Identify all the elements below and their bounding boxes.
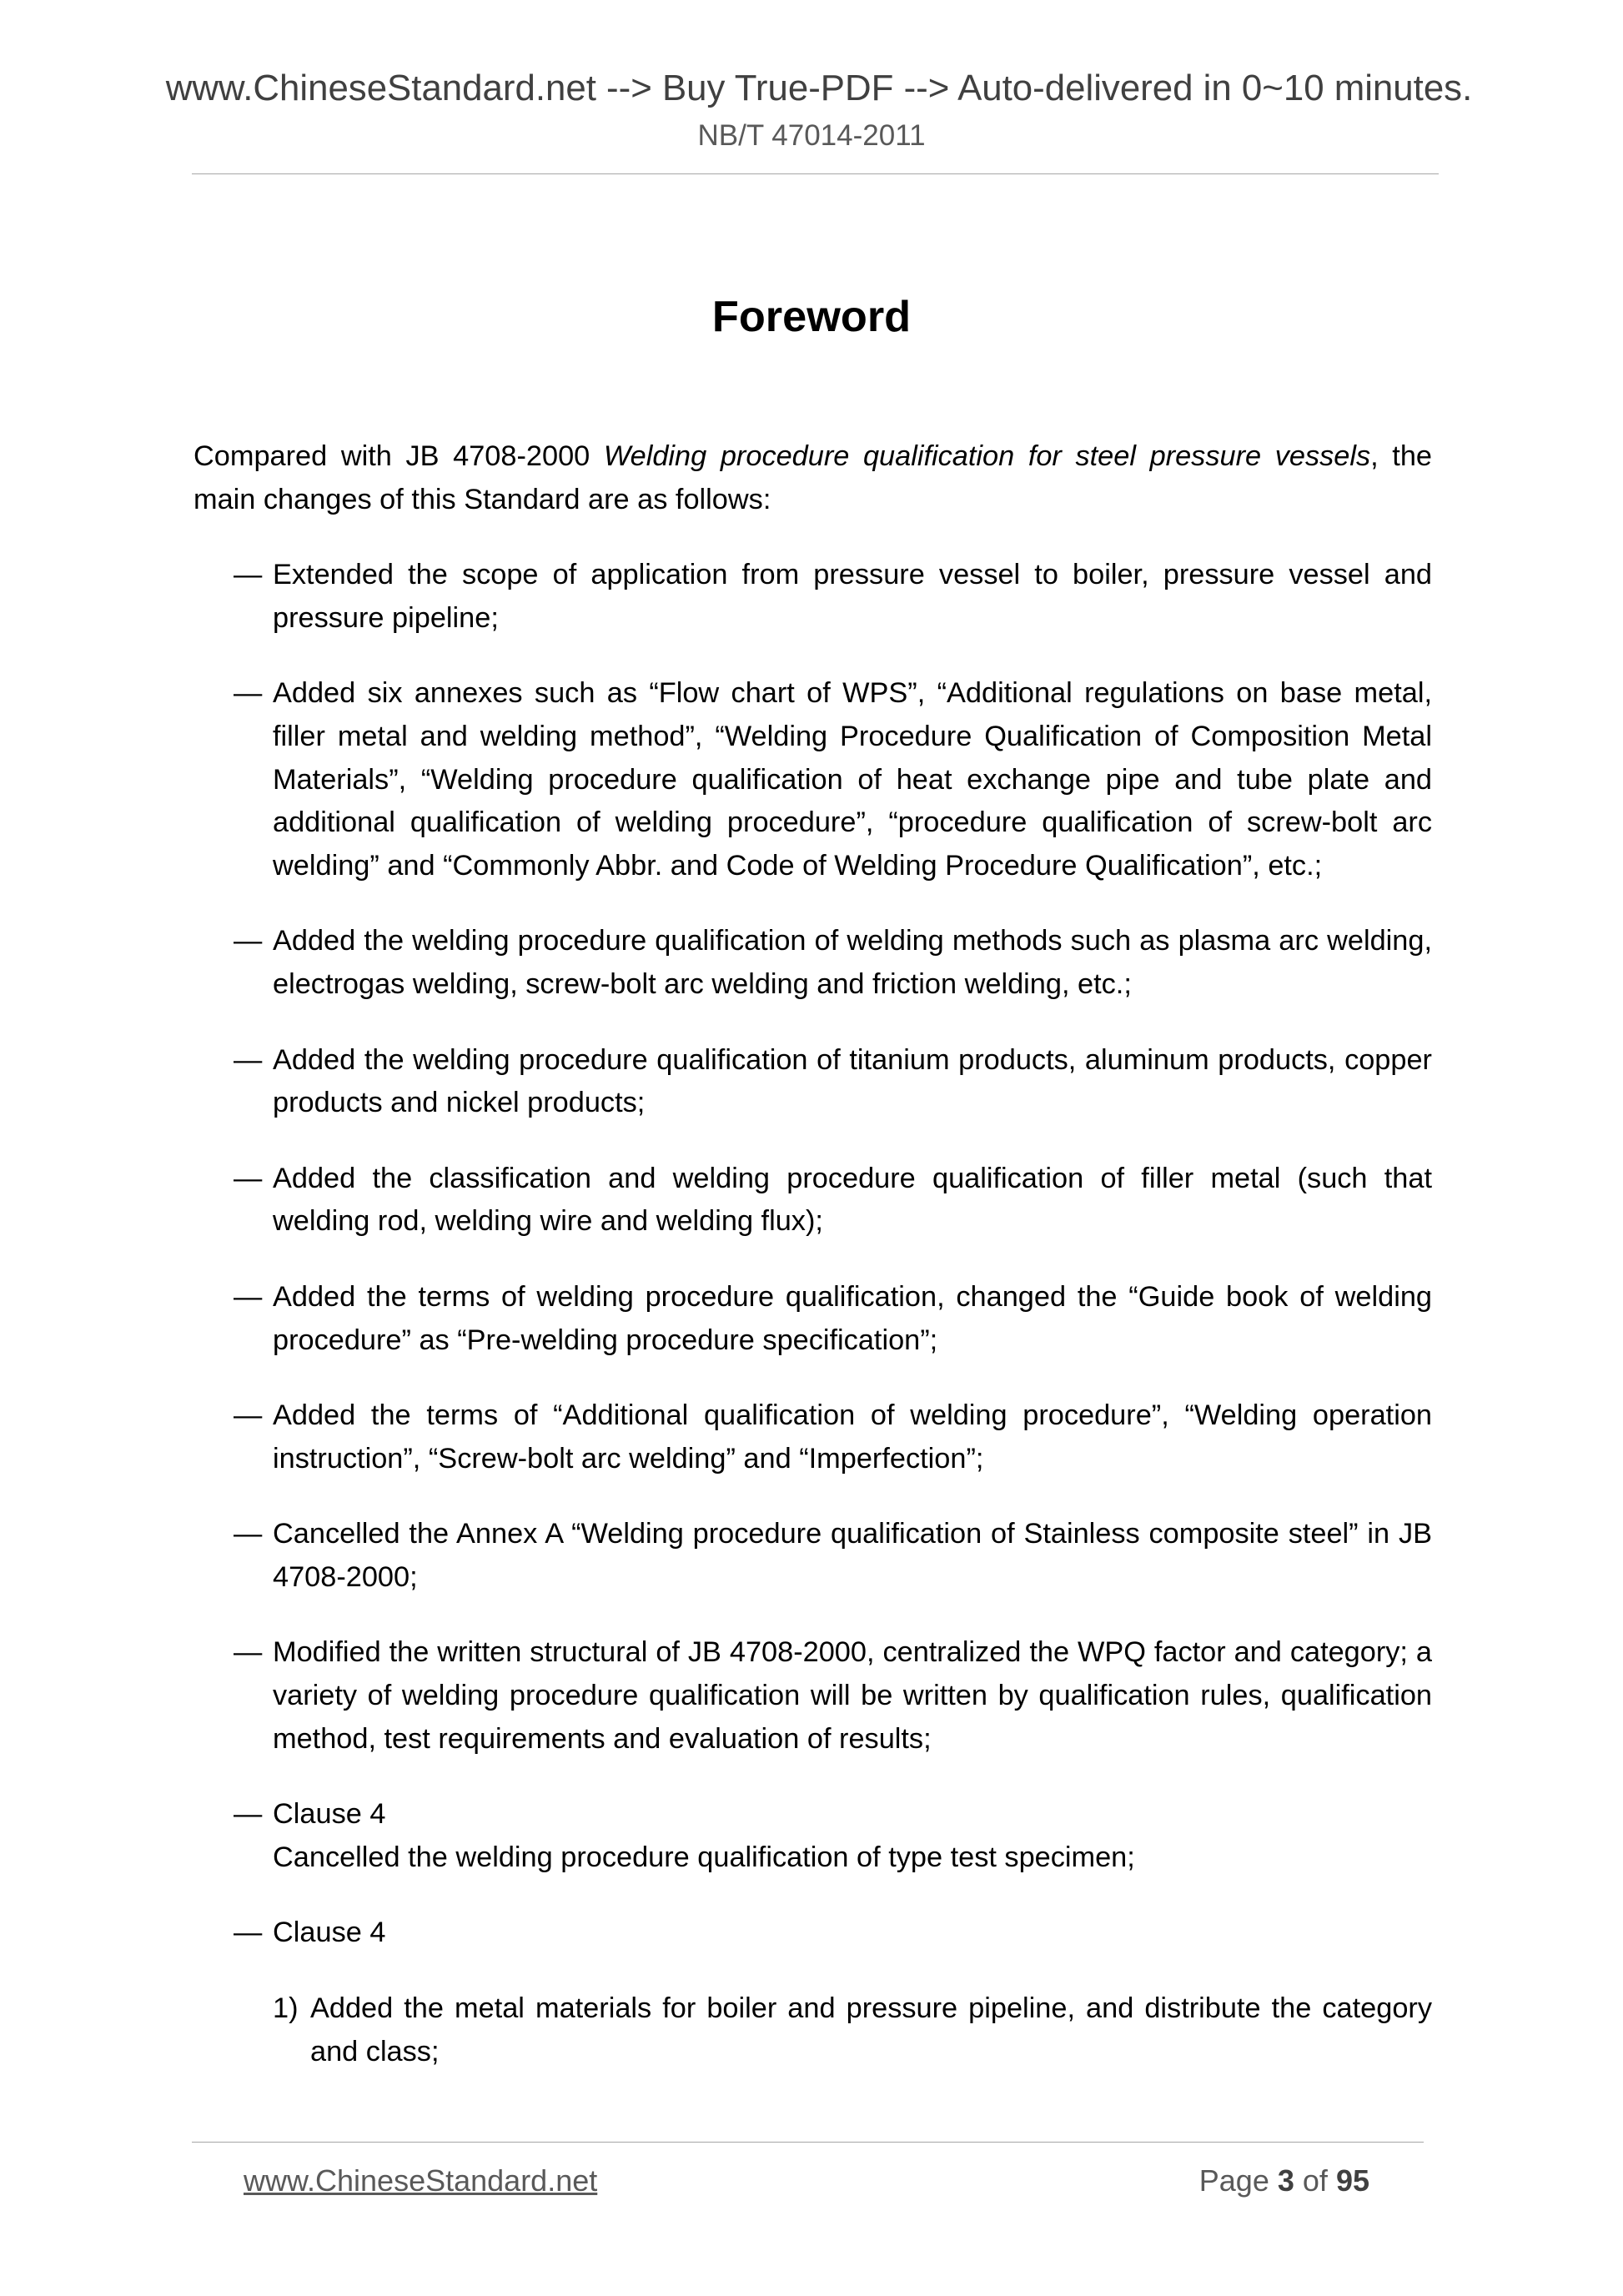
bullet-dash: — bbox=[234, 925, 263, 957]
text-line: variety of welding procedure qualification will be written by qualification rules, qualification bbox=[273, 1680, 1432, 1712]
change-item-6 bbox=[193, 1276, 1432, 1362]
change-item-4 bbox=[193, 1039, 1432, 1125]
page-label: Page bbox=[1198, 2163, 1269, 2198]
bullet-dash: — bbox=[234, 677, 263, 710]
numbered-sub-item bbox=[193, 1987, 1432, 2073]
page-title: Foreword bbox=[711, 293, 912, 341]
foreword-body bbox=[193, 435, 1432, 2073]
text-line: instruction”, “Screw-bolt arc welding” and “Imperfection”; bbox=[273, 1442, 984, 1475]
bullet-dash: — bbox=[234, 1636, 263, 1669]
text-line: Cancelled the Annex A “Welding procedure qualification of Stainless composite steel” in JB bbox=[273, 1518, 1432, 1550]
bullet-dash: — bbox=[234, 1162, 263, 1194]
intro-text-before: Compared with JB 4708-2000 bbox=[193, 440, 604, 472]
change-item-8 bbox=[193, 1513, 1432, 1599]
bullet-dash: — bbox=[234, 1280, 263, 1313]
change-item-7 bbox=[193, 1394, 1432, 1480]
text-line: Extended the scope of application from pressure vessel to boiler, pressure vessel and bbox=[273, 559, 1432, 591]
change-item-9 bbox=[193, 1631, 1432, 1761]
text-line: and class; bbox=[310, 2035, 440, 2067]
footer-site-link[interactable]: www.ChineseStandard.net bbox=[244, 2163, 598, 2198]
text-line: method, test requirements and evaluation of results; bbox=[273, 1722, 932, 1755]
text-line: electrogas welding, screw-bolt arc welding and friction welding, etc.; bbox=[273, 967, 1132, 1000]
header-divider bbox=[192, 173, 1439, 174]
of-label: of bbox=[1302, 2163, 1328, 2198]
text-line: Added six annexes such as “Flow chart of WPS”, “Additional regulations on base metal, bbox=[273, 677, 1432, 710]
header-banner: www.ChineseStandard.net --> Buy True-PDF --> Auto-delivered in 0~10 minutes. bbox=[165, 68, 1473, 108]
list-number: 1) bbox=[273, 1992, 299, 2025]
change-item-1 bbox=[193, 554, 1432, 640]
text-line: Added the welding procedure qualification of titanium products, aluminum products, copper bbox=[273, 1043, 1432, 1076]
intro-line-1 bbox=[193, 435, 1432, 479]
text-line: filler metal and welding method”, “Welding Procedure Qualification of Composition Metal bbox=[273, 720, 1432, 752]
bullet-dash: — bbox=[234, 559, 263, 591]
change-item-3 bbox=[193, 920, 1432, 1006]
standard-number: NB/T 47014-2011 bbox=[697, 119, 926, 152]
intro-paragraph bbox=[193, 435, 1432, 521]
text-line: Modified the written structural of JB 4708-2000, centralized the WPQ factor and category; a bbox=[273, 1636, 1432, 1669]
bullet-dash: — bbox=[234, 1917, 263, 1949]
text-line: Added the terms of welding procedure qualification, changed the “Guide book of welding bbox=[273, 1280, 1432, 1313]
text-line: Added the terms of “Additional qualification of welding procedure”, “Welding operation bbox=[273, 1399, 1432, 1432]
intro-line-2: main changes of this Standard are as follows: bbox=[193, 483, 771, 515]
text-line: welding” and “Commonly Abbr. and Code of Welding Procedure Qualification”, etc.; bbox=[273, 849, 1323, 882]
bullet-dash: — bbox=[234, 1399, 263, 1432]
text-line: 4708-2000; bbox=[273, 1560, 418, 1593]
change-item-10 bbox=[193, 1793, 1432, 1879]
text-line: welding rod, welding wire and welding flux); bbox=[273, 1205, 823, 1238]
bullet-dash: — bbox=[234, 1043, 263, 1076]
text-line: Materials”, “Welding procedure qualification of heat exchange pipe and tube plate and bbox=[273, 763, 1432, 796]
total-pages: 95 bbox=[1335, 2163, 1369, 2198]
current-page-number: 3 bbox=[1277, 2163, 1294, 2198]
bullet-dash: — bbox=[234, 1798, 263, 1831]
change-item-11 bbox=[193, 1912, 1432, 1955]
text-line: Added the metal materials for boiler and pressure pipeline, and distribute the category bbox=[310, 1992, 1432, 2025]
clause-heading: Clause 4 bbox=[273, 1798, 386, 1831]
text-line: pressure pipeline; bbox=[273, 601, 499, 634]
text-line: Added the classification and welding procedure qualification of filler metal (such that bbox=[273, 1162, 1432, 1194]
text-line: Added the welding procedure qualification of welding methods such as plasma arc welding, bbox=[273, 925, 1432, 957]
bullet-dash: — bbox=[234, 1518, 263, 1550]
change-item-5 bbox=[193, 1158, 1432, 1243]
change-item-2 bbox=[193, 672, 1432, 887]
intro-text-after: , the bbox=[1370, 440, 1432, 472]
footer-divider bbox=[192, 2142, 1424, 2143]
text-line: Cancelled the welding procedure qualification of type test specimen; bbox=[273, 1841, 1135, 1873]
page-indicator bbox=[1199, 2163, 1369, 2199]
text-line: procedure” as “Pre-welding procedure specification”; bbox=[273, 1324, 938, 1356]
referenced-standard-title: Welding procedure qualification for steel pressure vessels bbox=[603, 440, 1371, 472]
clause-heading: Clause 4 bbox=[273, 1917, 386, 1949]
text-line: products and nickel products; bbox=[273, 1087, 646, 1119]
text-line: additional qualification of welding procedure”, “procedure qualification of screw-bolt arc bbox=[273, 806, 1432, 839]
